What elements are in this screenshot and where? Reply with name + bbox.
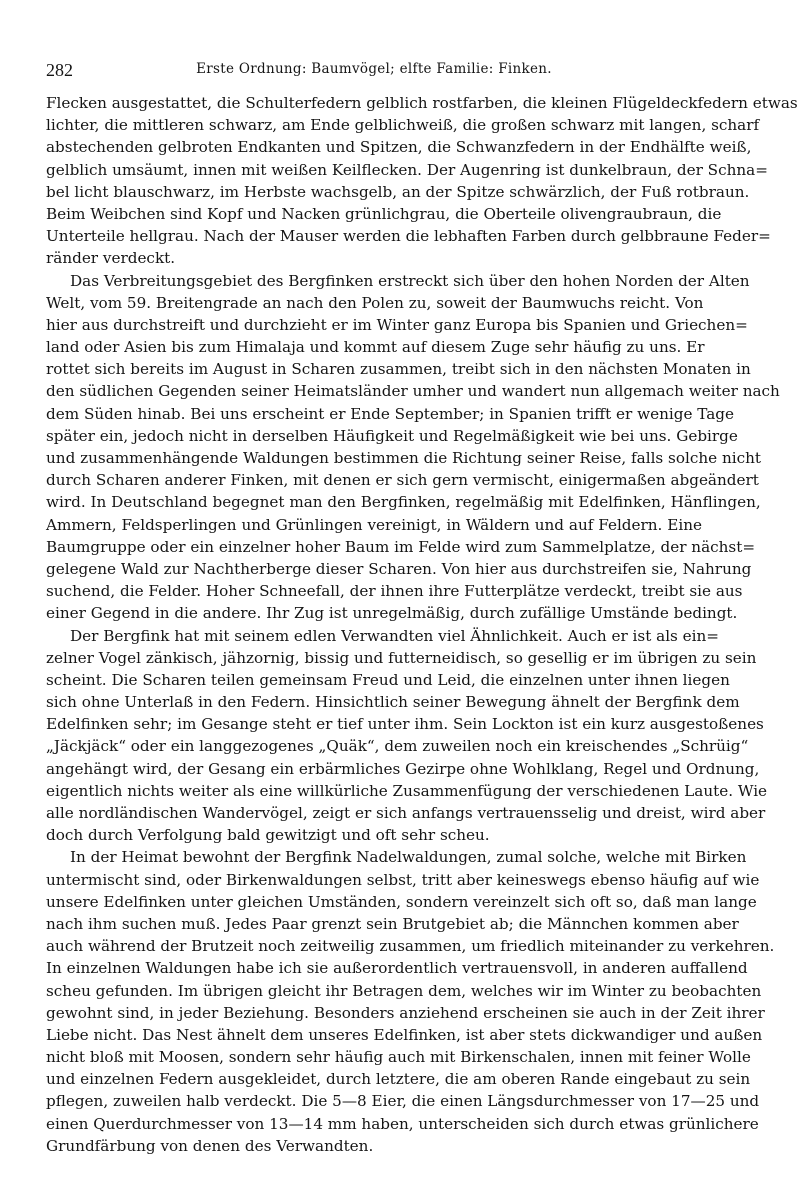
text-line: unsere Edelfinken unter gleichen Umständen, sondern vereinzelt sich oft so, daß man lange	[46, 892, 757, 911]
text-line: den südlichen Gegenden seiner Heimatsländer umher und wandert nun allgemach weiter nach	[46, 382, 780, 401]
text-line: angehängt wird, der Gesang ein erbärmliches Gezirpe ohne Wohlklang, Regel und Ordnung,	[46, 759, 760, 778]
text-line: Das Verbreitungsgebiet des Bergfinken erstreckt sich über den hohen Norden der Alten	[70, 271, 750, 290]
text-line: Baumgruppe oder ein einzelner hoher Baum im Felde wird zum Sammelplatze, der nächst=	[46, 537, 756, 556]
text-line: zelner Vogel zänkisch, jähzornig, bissig und futterneidisch, so gesellig er im übrigen zu sein	[46, 648, 757, 667]
text-line: dem Süden hinab. Bei uns erscheint er Ende September; in Spanien trifft er wenige Tage	[46, 404, 734, 423]
text-line: untermischt sind, oder Birkenwaldungen selbst, tritt aber keineswegs ebenso häufig auf wie	[46, 870, 760, 889]
text-line: ränder verdeckt.	[46, 249, 176, 268]
text-line: abstechenden gelbroten Endkanten und Spitzen, die Schwanzfedern in der Endhälfte weiß,	[46, 138, 752, 157]
text-line: suchend, die Felder. Hoher Schneefall, der ihnen ihre Futterplätze verdeckt, treibt sie aus	[46, 582, 743, 601]
text-line: scheu gefunden. Im übrigen gleicht ihr Betragen dem, welches wir im Winter zu beobachten	[46, 981, 762, 1000]
paragraph	[46, 270, 780, 625]
text-line: einen Querdurchmesser von 13—14 mm haben, unterscheiden sich durch etwas grünlichere	[46, 1114, 759, 1133]
text-line: nicht bloß mit Moosen, sondern sehr häufig auch mit Birkenschalen, innen mit feiner Wolle	[46, 1048, 751, 1067]
text-line: gelegene Wald zur Nachtherberge dieser Scharen. Von hier aus durchstreifen sie, Nahrung	[46, 559, 752, 578]
text-line: Unterteile hellgrau. Nach der Mauser werden die lebhaften Farben durch gelbbraune Feder=	[46, 227, 771, 246]
text-line: bel licht blauschwarz, im Herbste wachsgelb, an der Spitze schwärzlich, der Fuß rotbraun.	[46, 182, 750, 201]
text-line: gewohnt sind, in jeder Beziehung. Besonders anziehend erscheinen sie auch in der Zeit ihrer	[46, 1003, 765, 1022]
page-number: 282	[46, 60, 73, 80]
text-line: hier aus durchstreift und durchzieht er im Winter ganz Europa bis Spanien und Griechen=	[46, 315, 748, 334]
text-line: rottet sich bereits im August in Scharen zusammen, treibt sich in den nächsten Monaten in	[46, 360, 751, 379]
text-line: eigentlich nichts weiter als eine willkürliche Zusammenfügung der verschiedenen Laute. Wie	[46, 781, 768, 800]
text-line: Der Bergfink hat mit seinem edlen Verwandten viel Ähnlichkeit. Auch er ist als ein=	[70, 626, 720, 645]
running-head: Erste Ordnung: Baumvögel; elfte Familie: Finken.	[196, 61, 552, 77]
text-line: alle nordländischen Wandervögel, zeigt er sich anfangs vertrauensselig und dreist, wird aber	[46, 804, 766, 822]
text-line: Edelfinken sehr; im Gesange steht er tief unter ihm. Sein Lockton ist ein kurz ausgestoßenes	[46, 715, 764, 734]
text-line: durch Scharen anderer Finken, mit denen er sich gern vermischt, einigermaßen abgeändert	[46, 471, 759, 490]
text-line: pflegen, zuweilen halb verdeckt. Die 5—8 Eier, die einen Längsdurchmesser von 17—25 und	[46, 1092, 760, 1111]
text-line: doch durch Verfolgung bald gewitzigt und oft sehr scheu.	[46, 826, 490, 845]
text-line: Ammern, Feldsperlingen und Grünlingen vereinigt, in Wäldern und auf Feldern. Eine	[46, 515, 702, 534]
text-line: In einzelnen Waldungen habe ich sie außerordentlich vertrauensvoll, in anderen auffallend	[46, 959, 748, 978]
text-line: Beim Weibchen sind Kopf und Nacken grünlichgrau, die Oberteile olivengraubraun, die	[46, 204, 722, 223]
paragraph	[46, 92, 798, 270]
text-line: einer Gegend in die andere. Ihr Zug ist unregelmäßig, durch zufällige Umstände bedingt.	[46, 604, 738, 623]
text-line: Flecken ausgestattet, die Schulterfedern gelblich rostfarben, die kleinen Flügeldeckfedern etwas	[46, 94, 798, 112]
text-line: In der Heimat bewohnt der Bergfink Nadelwaldungen, zumal solche, welche mit Birken	[70, 848, 747, 867]
text-line: gelblich umsäumt, innen mit weißen Keilflecken. Der Augenring ist dunkelbraun, der Schna=	[46, 160, 768, 179]
text-line: Liebe nicht. Das Nest ähnelt dem unseres Edelfinken, ist aber stets dickwandiger und außen	[46, 1025, 763, 1044]
text-line: und zusammenhängende Waldungen bestimmen die Richtung seiner Reise, falls solche nicht	[46, 449, 761, 467]
text-line: land oder Asien bis zum Himalaja und kommt auf diesem Zuge sehr häufig zu uns. Er	[46, 338, 705, 357]
paragraph	[46, 625, 768, 847]
body-text	[46, 92, 798, 1157]
text-line: und einzelnen Federn ausgekleidet, durch letztere, die am oberen Rande eingebaut zu sein	[46, 1070, 751, 1089]
text-line: lichter, die mittleren schwarz, am Ende gelblichweiß, die großen schwarz mit langen, scharf	[46, 116, 760, 135]
text-line: Grundfärbung von denen des Verwandten.	[46, 1136, 374, 1155]
text-line: wird. In Deutschland begegnet man den Bergfinken, regelmäßig mit Edelfinken, Hänflingen,	[46, 493, 761, 512]
text-line: Welt, vom 59. Breitengrade an nach den Polen zu, soweit der Baumwuchs reicht. Von	[46, 293, 704, 312]
text-line: sich ohne Unterlaß in den Federn. Hinsichtlich seiner Bewegung ähnelt der Bergfink dem	[46, 693, 740, 712]
text-line: scheint. Die Scharen teilen gemeinsam Freud und Leid, die einzelnen unter ihnen liegen	[46, 670, 730, 689]
text-line: später ein, jedoch nicht in derselben Häufigkeit und Regelmäßigkeit wie bei uns. Gebirge	[46, 426, 738, 445]
page-header	[46, 60, 702, 82]
paragraph	[46, 846, 775, 1157]
text-line: nach ihm suchen muß. Jedes Paar grenzt sein Brutgebiet ab; die Männchen kommen aber	[46, 914, 739, 933]
text-line: auch während der Brutzeit noch zeitweilig zusammen, um friedlich miteinander zu verkehren.	[46, 937, 775, 956]
text-line: „Jäckjäck“ oder ein langgezogenes „Quäk“, dem zuweilen noch ein kreischendes „Schrüig“	[46, 737, 749, 756]
